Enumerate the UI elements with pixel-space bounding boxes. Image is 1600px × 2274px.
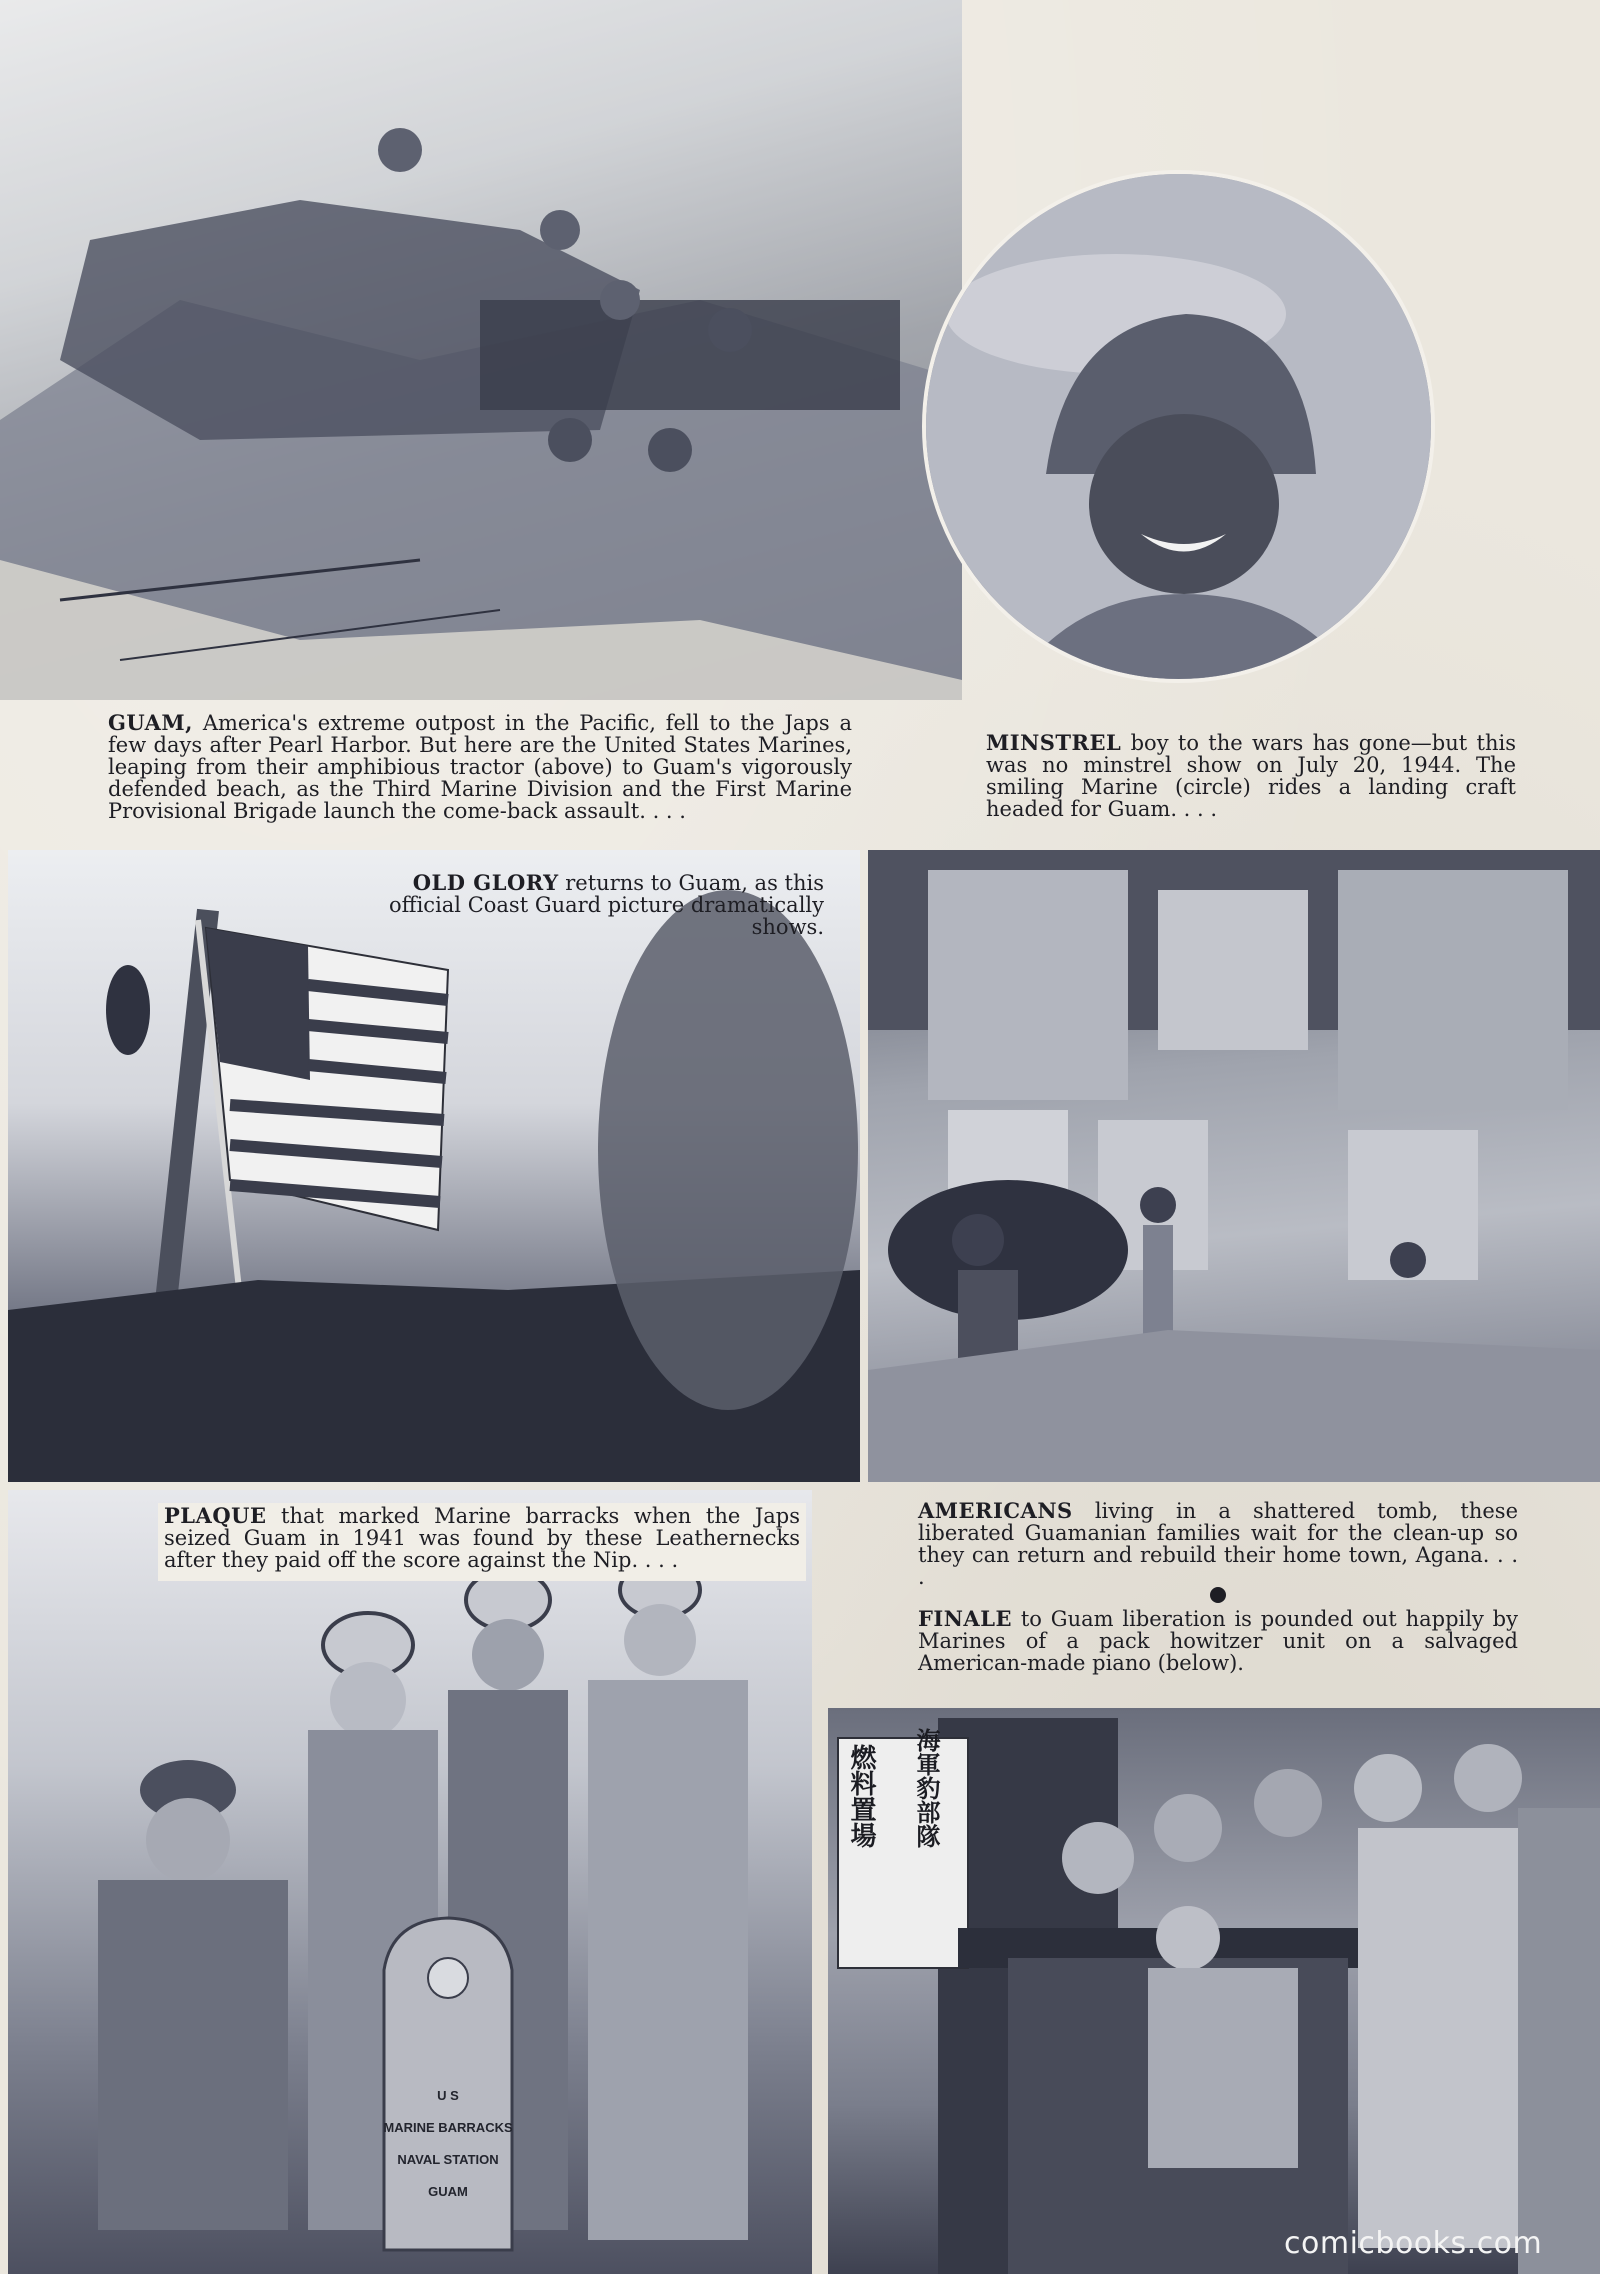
plaque-line-1: U S bbox=[437, 2088, 459, 2103]
photo-guamanian-families bbox=[868, 850, 1600, 1482]
photo-plaque-marines bbox=[8, 1490, 812, 2274]
caption-guam bbox=[108, 712, 852, 822]
caption-minstrel-lead: MINSTREL bbox=[986, 730, 1122, 755]
caption-old-glory-lead: OLD GLORY bbox=[412, 870, 559, 895]
caption-americans-lead: AMERICANS bbox=[918, 1498, 1073, 1523]
caption-plaque-lead: PLAQUE bbox=[164, 1503, 267, 1528]
caption-minstrel bbox=[986, 732, 1516, 820]
caption-finale bbox=[918, 1608, 1518, 1674]
caption-plaque-box bbox=[158, 1503, 806, 1581]
caption-minstrel-text: boy to the wars has gone—but this was no minstrel show on July 20, 1944. The smiling Marine (circle) rides a landing craft headed for Guam. . . . bbox=[986, 731, 1516, 821]
caption-americans bbox=[918, 1500, 1518, 1588]
caption-finale-text: to Guam liberation is pounded out happily by Marines of a pack howitzer unit on a salvaged American-made piano (below). bbox=[918, 1607, 1518, 1675]
plaque-line-4: GUAM bbox=[428, 2184, 468, 2199]
caption-finale-lead: FINALE bbox=[918, 1606, 1012, 1631]
photo-piano-marines bbox=[828, 1708, 1600, 2274]
japanese-sign-left: 燃料置場 bbox=[846, 1744, 876, 1848]
plaque-line-3: NAVAL STATION bbox=[397, 2152, 499, 2167]
caption-guam-lead: GUAM, bbox=[108, 710, 193, 735]
photo-amphibious-assault bbox=[0, 0, 962, 700]
japanese-sign-right: 海軍豹部隊 bbox=[912, 1728, 940, 1848]
plaque-sign-text bbox=[380, 2080, 516, 2208]
caption-old-glory bbox=[356, 872, 824, 938]
caption-old-glory-text: returns to Guam, as this official Coast Guard picture dramatically shows. bbox=[389, 871, 824, 939]
caption-plaque-text: that marked Marine barracks when the Japs seized Guam in 1941 was found by these Leathernecks after they paid off the score against the Nip. . . . bbox=[164, 1504, 800, 1572]
photo-smiling-marine bbox=[922, 170, 1435, 683]
caption-americans-text: living in a shattered tomb, these liberated Guamanian families wait for the clean-up so they can return and rebuild their home town, Agana. . . . bbox=[918, 1499, 1518, 1589]
photo-old-glory bbox=[8, 850, 860, 1482]
caption-plaque bbox=[164, 1505, 800, 1571]
plaque-line-2: MARINE BARRACKS bbox=[383, 2120, 513, 2135]
caption-guam-text: America's extreme outpost in the Pacific, fell to the Japs a few days after Pearl Harbor. But here are the United States Marines, leaping from their amphibious tractor (above) to Guam's vigorously defended beach, as the Third Marine Division and the First Marine Provisional Brigade launch the come-back assault. . . . bbox=[108, 711, 852, 823]
watermark: comicbooks.com bbox=[1284, 2226, 1543, 2261]
caption-separator-dot bbox=[1210, 1587, 1226, 1603]
